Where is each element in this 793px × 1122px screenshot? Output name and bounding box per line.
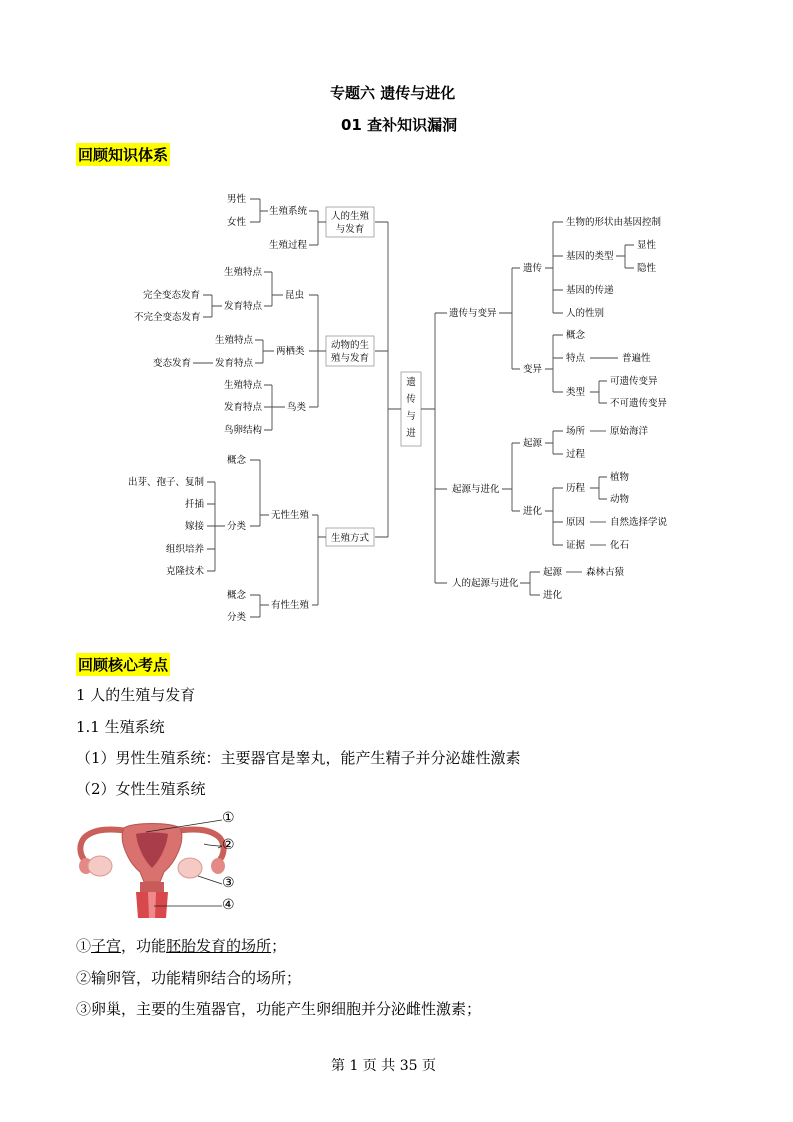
nonheritable-variation-node: 不可遗传变异 <box>610 398 668 409</box>
fig-label-3: ③ <box>222 875 235 891</box>
repro-system-node: 生殖系统 <box>269 206 308 217</box>
asexual-method-2: 扦插 <box>184 499 204 510</box>
item-ovary: ③卵巢，主要的生殖器官，功能产生卵细胞并分泌雌性激素； <box>76 1000 482 1018</box>
dominant-node: 显性 <box>637 240 657 251</box>
variation-type-node: 类型 <box>566 387 586 398</box>
human-origin-sub-node: 起源 <box>543 567 563 578</box>
bird-dev-node: 发育特点 <box>224 402 263 413</box>
root-char-1: 遗 <box>406 377 416 388</box>
insect-node: 昆虫 <box>285 290 305 301</box>
repro-mode-label: 生殖方式 <box>330 533 370 544</box>
sexual-classify-node: 分类 <box>227 612 247 623</box>
egg-structure-node: 鸟卵结构 <box>224 425 263 436</box>
item-uterus-term: 子宫 <box>91 937 122 955</box>
asexual-node: 无性生殖 <box>271 510 310 521</box>
item-oviduct: ②输卵管，功能精卵结合的场所； <box>76 969 302 987</box>
asexual-concept-node: 概念 <box>227 455 247 466</box>
trait-gene-node: 生物的形状由基因控制 <box>566 217 662 228</box>
page-subtitle: 01 查补知识漏洞 <box>341 116 458 134</box>
evolution-cause-node: 原因 <box>566 517 586 528</box>
human-sex-node: 人的性别 <box>566 308 605 319</box>
repro-process-node: 生殖过程 <box>269 240 308 251</box>
fig-label-4: ④ <box>222 897 235 913</box>
amphibian-node: 两栖类 <box>276 346 305 357</box>
origin-process-node: 过程 <box>566 449 586 460</box>
complete-metamorph-node: 完全变态发育 <box>143 290 201 301</box>
page-title: 专题六 遗传与进化 <box>330 84 456 102</box>
section-heading-core-points: 回顾核心考点 <box>76 653 170 676</box>
asexual-method-3: 嫁接 <box>184 521 204 532</box>
gene-type-node: 基因的类型 <box>566 251 614 262</box>
asexual-method-1: 出芽、孢子、复制 <box>127 477 204 488</box>
heredity-node: 遗传 <box>523 263 543 274</box>
page-footer: 第 1 页 共 35 页 <box>331 1058 436 1074</box>
sexual-node: 有性生殖 <box>271 600 310 611</box>
fig-label-2: ② <box>222 837 235 853</box>
heredity-variation-node: 遗传与变异 <box>449 308 497 319</box>
animal-repro-label-2: 殖与发育 <box>330 353 370 364</box>
amph-dev-node: 发育特点 <box>215 358 254 369</box>
natural-selection-node: 自然选择学说 <box>610 517 668 528</box>
vagina-inner-shape <box>148 892 156 918</box>
origin-evolution-node: 起源与进化 <box>452 484 500 495</box>
asexual-classify-node: 分类 <box>227 521 247 532</box>
fossil-node: 化石 <box>610 540 630 551</box>
item-uterus <box>76 935 286 956</box>
bird-feature-node: 生殖特点 <box>224 380 263 391</box>
fig-label-1: ① <box>222 810 235 826</box>
evolution-course-node: 历程 <box>566 483 586 494</box>
human-repro-label-1: 人的生殖 <box>330 211 370 222</box>
heritable-variation-node: 可遗传变异 <box>610 376 658 387</box>
universal-node: 普遍性 <box>622 353 651 364</box>
primitive-ocean-node: 原始海洋 <box>610 426 649 437</box>
recessive-node: 隐性 <box>637 263 657 274</box>
male-node: 男性 <box>227 194 247 205</box>
sexual-concept-node: 概念 <box>227 590 247 601</box>
root-char-3: 与 <box>406 411 416 422</box>
asexual-method-5: 克隆技术 <box>165 566 204 577</box>
cervix-shape <box>140 882 164 892</box>
evolution-evidence-node: 证据 <box>566 540 586 551</box>
female-node: 女性 <box>227 217 247 228</box>
origin-place-node: 场所 <box>566 426 586 437</box>
animal-repro-label-1: 动物的生 <box>330 340 370 351</box>
gene-transfer-node: 基因的传递 <box>566 285 614 296</box>
section-heading-knowledge-system: 回顾知识体系 <box>76 143 170 166</box>
human-repro-label-2: 与发育 <box>335 224 365 235</box>
origin-node: 起源 <box>523 438 543 449</box>
item-uterus-number: ① <box>76 937 92 955</box>
bird-node: 鸟类 <box>287 402 307 413</box>
root-char-2: 传 <box>406 394 416 405</box>
insect-dev-node: 发育特点 <box>224 301 263 312</box>
item-uterus-function: 胚胎发育的场所 <box>166 937 272 955</box>
heading-human-reproduction: 1 人的生殖与发育 <box>76 686 196 704</box>
variation-concept-node: 概念 <box>566 330 586 341</box>
paragraph-male-system: （1）男性生殖系统：主要器官是睾丸，能产生精子并分泌雄性激素 <box>76 749 521 767</box>
variation-feature-node: 特点 <box>566 353 586 364</box>
animal-course-node: 动物 <box>610 494 630 505</box>
left-ovary-shape <box>88 856 112 876</box>
asexual-method-4: 组织培养 <box>165 544 204 555</box>
incomplete-metamorph-node: 不完全变态发育 <box>134 312 201 323</box>
forest-ape-node: 森林古猿 <box>586 567 625 578</box>
human-origin-node: 人的起源与进化 <box>452 578 519 589</box>
heading-reproductive-system: 1.1 生殖系统 <box>76 718 165 736</box>
plant-course-node: 植物 <box>610 472 630 483</box>
human-evolution-node: 进化 <box>543 590 563 601</box>
right-ovary-shape <box>178 858 202 878</box>
amph-feature-node: 生殖特点 <box>215 335 254 346</box>
right-fimbriae-shape <box>211 858 225 874</box>
variation-node: 变异 <box>523 364 543 375</box>
metamorph-node: 变态发育 <box>153 358 192 369</box>
paragraph-female-system: （2）女性生殖系统 <box>76 780 206 798</box>
insect-feature-node: 生殖特点 <box>224 267 263 278</box>
evolution-node: 进化 <box>523 506 543 517</box>
root-char-4: 进 <box>406 428 416 439</box>
item-uterus-end: ； <box>271 937 287 955</box>
item-uterus-mid: ，功能 <box>121 937 167 955</box>
